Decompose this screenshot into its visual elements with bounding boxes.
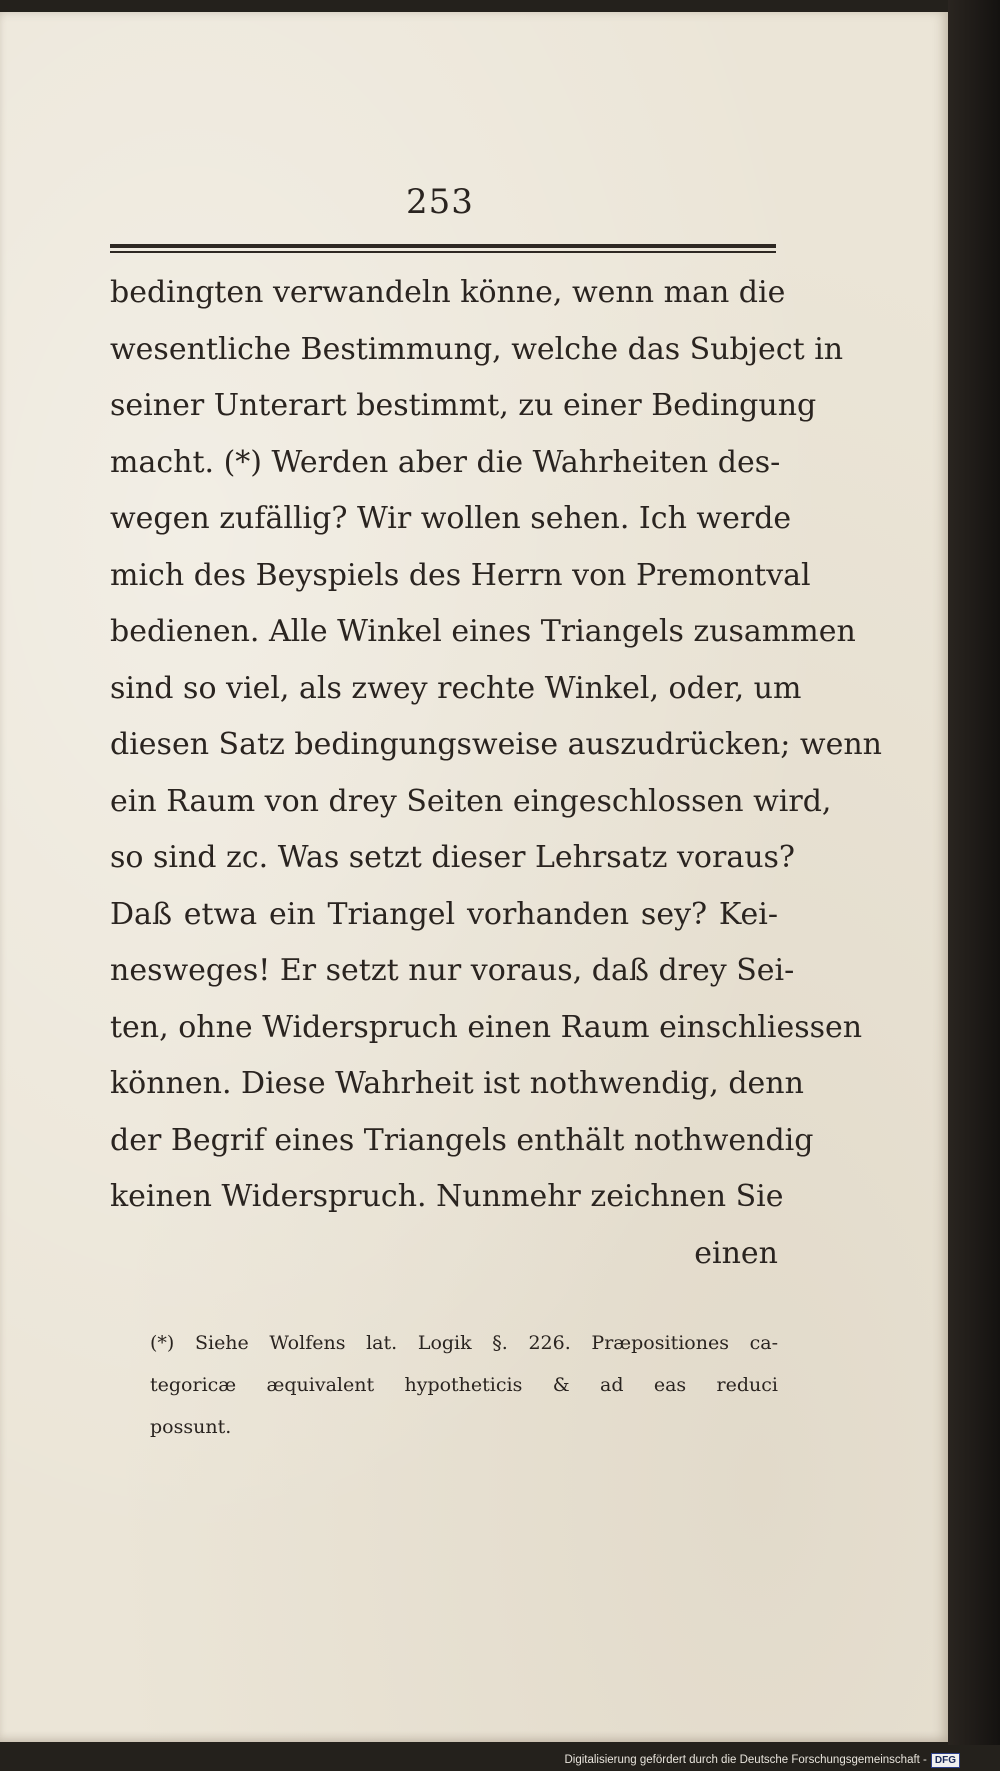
- text-line: Daß etwa ein Triangel vorhanden sey? Kei-: [110, 896, 778, 932]
- text-line: der Begrif eines Triangels enthält nothwendig: [110, 1122, 814, 1158]
- header-rule: [110, 244, 776, 254]
- footnote: [150, 1322, 778, 1448]
- digitization-credit: [564, 1752, 960, 1768]
- text-line: bedingten verwandeln könne, wenn man die: [110, 275, 786, 310]
- text-line: wegen zufällig? Wir wollen sehen. Ich werde: [110, 501, 792, 536]
- header-rule-thick: [110, 244, 776, 248]
- catchword: einen: [694, 1235, 778, 1271]
- credit-text: Digitalisierung gefördert durch die Deutsche Forschungsgemeinschaft -: [564, 1754, 927, 1766]
- dfg-logo: DFG: [931, 1753, 960, 1768]
- text-line: bedienen. Alle Winkel eines Triangels zusammen: [110, 614, 856, 649]
- text-line: macht. (*) Werden aber die Wahrheiten des-: [110, 444, 781, 480]
- text-line: sind so viel, als zwey rechte Winkel, oder, um: [110, 670, 802, 706]
- text-line: mich des Beyspiels des Herrn von Premontval: [110, 557, 811, 593]
- body-text: [110, 265, 883, 1282]
- book-edge: [948, 0, 1000, 1745]
- text-line: wesentliche Bestimmung, welche das Subject in: [110, 331, 844, 367]
- footnote-line: (*) Siehe Wolfens lat. Logik §. 226. Præpositiones ca-: [150, 1332, 778, 1354]
- text-line: ein Raum von drey Seiten eingeschlossen wird,: [110, 783, 832, 819]
- footnote-line: tegoricæ æquivalent hypotheticis & ad eas reduci: [150, 1374, 778, 1396]
- text-line: nesweges! Er setzt nur voraus, daß drey Sei-: [110, 953, 795, 988]
- page-number: 253: [406, 182, 474, 222]
- text-line: können. Diese Wahrheit ist nothwendig, denn: [110, 1066, 804, 1101]
- footnote-line: possunt.: [150, 1416, 232, 1438]
- text-line: so sind zc. Was setzt dieser Lehrsatz voraus?: [110, 840, 796, 875]
- text-line: seiner Unterart bestimmt, zu einer Bedingung: [110, 388, 817, 423]
- text-line: ten, ohne Widerspruch einen Raum einschliessen: [110, 1009, 863, 1045]
- header-rule-thin: [110, 251, 776, 253]
- text-line: keinen Widerspruch. Nunmehr zeichnen Sie: [110, 1179, 784, 1214]
- book-page: [0, 12, 948, 1742]
- text-line: diesen Satz bedingungsweise auszudrücken; wenn: [110, 727, 883, 762]
